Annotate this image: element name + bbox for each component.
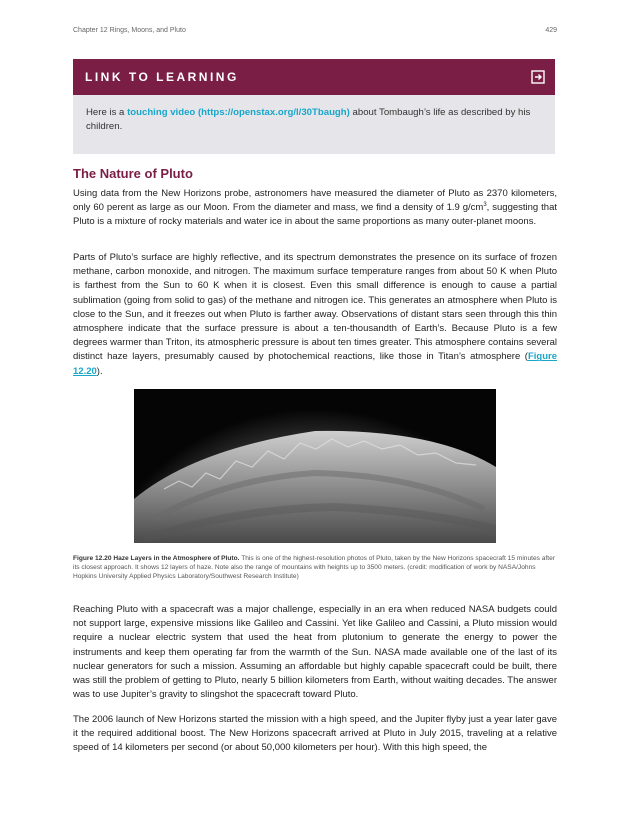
- video-link[interactable]: touching video (https://openstax.org/l/30Tbaugh): [127, 107, 350, 118]
- section-title: The Nature of Pluto: [73, 166, 193, 181]
- paragraph-surface: [73, 251, 557, 379]
- figure-caption: [73, 555, 557, 581]
- link-to-learning-title: LINK TO LEARNING: [85, 70, 239, 84]
- page-number: 429: [545, 27, 557, 34]
- paragraph-mission-challenge: Reaching Pluto with a spacecraft was a major challenge, especially in an era when reduced NASA budgets could not support large, expensive missions like Galileo and Cassini. Yet like Galileo and Cassini, a Pluto mission would require a nuclear electric system that used the heat from plutonium to generate the energy to power the instruments and keep them operating far from the warmth of the Sun. NASA made available one of the last of its nuclear generators for such a mission. Assuming an affordable but highly capable spacecraft could be built, there was still the problem of getting to Pluto, nearly 5 billion kilometers from Earth, without waiting decades. The answer was to use Jupiter’s gravity to slingshot the spacecraft toward Pluto.: [73, 604, 557, 701]
- running-header-chapter: Chapter 12 Rings, Moons, and Pluto: [73, 27, 186, 34]
- paragraph-text: Parts of Pluto’s surface are highly reflective, and its spectrum demonstrates the presence on its surface of frozen methane, carbon monoxide, and nitrogen. The maximum surface temperature ranges from about 50 K when Pluto is farthest from the Sun to 60 K when it is closest. Even this small difference is enough to cause a partial sublimation (going from solid to gas) of the methane and nitrogen ice. This generates an atmosphere when Pluto is close to the Sun, and it freezes out when Pluto is farther away. Observations of distant stars seen through this thin atmosphere indicate that the surface pressure is about a ten-thousandth of Earth’s. Because Pluto is a few degrees warmer than Triton, its atmospheric pressure is about ten times greater. This atmosphere contains several distinct haze layers, presumably caused by photochemical reactions, like those in Titan’s atmosphere (: [73, 252, 557, 363]
- paragraph-launch: The 2006 launch of New Horizons started the mission with a high speed, and the Jupiter flyby just a year later gave it the required additional boost. The New Horizons spacecraft arrived at Pluto in July 2015, traveling at a relative speed of 14 kilometers per second (or about 50,000 kilometers per hour). With this high speed, the: [73, 714, 557, 754]
- paragraph-density: [73, 187, 557, 230]
- paragraph-text-after: , suggesting that Pluto is a mixture of rocky materials and water ice in about the same proportions as many outer-planet moons.: [73, 202, 558, 228]
- paragraph-text-after: ).: [96, 365, 103, 377]
- external-link-icon: [531, 70, 545, 84]
- figure-reference-link[interactable]: Figure 12.20: [73, 351, 557, 377]
- figure-label: Figure 12.20 Haze Layers in the Atmosphere of Pluto.: [73, 555, 240, 562]
- superscript: 3: [483, 202, 487, 209]
- link-text-before: Here is a: [86, 107, 128, 118]
- link-to-learning-body: [73, 95, 555, 154]
- figure-caption-text: This is one of the highest-resolution photos of Pluto, taken by the New Horizons spacecraft 15 minutes after its closest approach. It shows 12 layers of haze. Note also the range of mountains with heights up to 3500 meters. (credit: modification of work by NASA/Johns Hopkins University Applied Physics Laboratory/Southwest Research Institute): [73, 555, 555, 580]
- pluto-haze-photo: [134, 389, 496, 543]
- paragraph-text: Using data from the New Horizons probe, astronomers have measured the diameter of Pluto as 2370 kilometers, only 60 perent as large as our Moon. From the diameter and mass, we find a density of 1.9 g/cm: [73, 188, 557, 214]
- link-to-learning-box: [73, 59, 555, 154]
- link-to-learning-header: [73, 59, 555, 95]
- link-text-after: about Tombaugh’s life as described by his children.: [86, 107, 531, 132]
